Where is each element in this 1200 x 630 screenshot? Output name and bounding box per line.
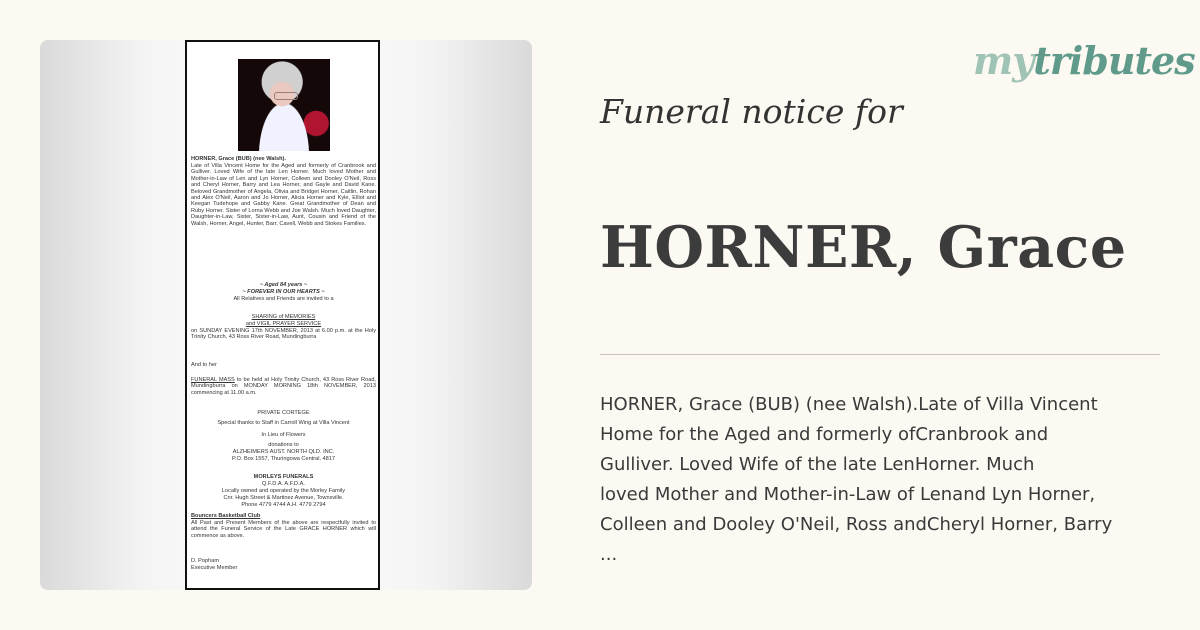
- notice-club: Bouncers Basketball Club: [191, 513, 261, 519]
- logo-my: my: [973, 38, 1034, 83]
- excerpt-line: HORNER, Grace (BUB) (nee Walsh).Late of Villa Vincent: [600, 394, 1098, 415]
- mytributes-logo[interactable]: [973, 38, 1195, 83]
- notice-signatory-role: Executive Member: [191, 565, 238, 571]
- notice-forever: ~ FOREVER IN OUR HEARTS ~: [242, 289, 325, 295]
- notice-club-body: All Past and Present Members of the above are respectfully invited to attend the Funeral Service of the Late GRACE HORNER which will commence as above.: [191, 520, 376, 539]
- notice-mass-label: FUNERAL MASS: [191, 377, 235, 383]
- notice-address: Cnr. Hugh Street & Martinez Avenue, Townsville.: [223, 495, 344, 501]
- notice-mass: [191, 377, 376, 396]
- notice-po-box: P.O. Box 1557, Thuringowa Central. 4817: [231, 456, 336, 462]
- notice-sharing-2: and VIGIL PRAYER SERVICE: [245, 321, 322, 327]
- excerpt-line: Home for the Aged and formerly ofCranbrook and: [600, 424, 1049, 445]
- notice-donations-to: donations to: [268, 442, 299, 448]
- notice-qfda: Q.F.D.A. A.F.D.A.: [262, 481, 305, 487]
- notice-signatory: D. Popham: [191, 558, 219, 564]
- notice-mass-details: to be held at Holy Trinity Church, 43 Ross River Road, Mundingburra on MONDAY MORNING 18th NOVEMBER, 2013 commencing at 11.00 a.m.: [191, 377, 376, 396]
- notice-invited: All Relatives and Friends are invited to a: [233, 296, 334, 302]
- page-subtitle: Funeral notice for: [600, 92, 903, 131]
- logo-tributes: tributes: [1033, 38, 1195, 83]
- notice-aged: ~ Aged 84 years ~: [259, 282, 308, 288]
- notice-thanks: Special thanks to Staff in Carroll Wing at Villa Vincent: [217, 420, 350, 426]
- excerpt-line: Gulliver. Loved Wife of the late LenHorner. Much: [600, 454, 1035, 475]
- divider: [600, 354, 1160, 355]
- notice-phone: Phone 4779 4744 A.H. 4779 2794: [241, 502, 326, 508]
- notice-morleys: MORLEYS FUNERALS: [253, 474, 314, 480]
- excerpt-ellipsis: ...: [600, 544, 618, 565]
- notice-cortege: PRIVATE CORTEGE: [257, 410, 310, 416]
- notice-title: HORNER, Grace (BUB) (nee Walsh).: [191, 156, 286, 162]
- notice-sharing-1: SHARING of MEMORIES: [251, 314, 316, 320]
- notice-alz: ALZHEIMERS AUST. NORTH QLD. INC.: [232, 449, 335, 455]
- notice-and-to-her: And to her: [191, 362, 217, 368]
- notice-locally: Locally owned and operated by the Morley Family: [221, 488, 346, 494]
- excerpt-line: Colleen and Dooley O'Neil, Ross andCheryl Horner, Barry: [600, 514, 1113, 535]
- excerpt-line: loved Mother and Mother-in-Law of Lenand Lyn Horner,: [600, 484, 1096, 505]
- deceased-name: HORNER, Grace: [600, 214, 1127, 281]
- notice-body: Late of Villa Vincent Home for the Aged and formerly of Cranbrook and Gulliver. Loved Wife of the late Len Horner. Much loved Mother and Mother-in-Law of Len and Lyn Horner, Colleen and Dooley O'Neil, Ross and Cheryl Horner, Barry and Lea Horner, and Gayle and David Kane. Beloved Grandmother of Angela, Olivia and Bridget Horner, Caitlin, Rohan and Alex O'Neil, Aaron and Jo Horner, Alicia Horner and Kyle, Elliot and Keegan Tudehope and Gabby Kane. Great Grandmother of Dean and Ruby Horner. Sister of Lorna Webb and Joe Walsh. Much loved Daughter, Daughter-in-Law, Sister, Sister-in-Law, Aunt, Cousin and Friend of the Walsh, Horner, Angel, Hunter, Barr, Cavell, Webb and Stokes Families.: [191, 163, 376, 227]
- portrait-photo: [238, 59, 330, 151]
- notice-excerpt: [600, 390, 1160, 570]
- newspaper-notice-image: [185, 40, 380, 590]
- notice-in-lieu: In Lieu of Flowers: [261, 432, 306, 438]
- notice-vigil-details: on SUNDAY EVENING 17th NOVEMBER, 2013 at 6.00 p.m. at the Holy Trinity Church, 43 Ross River Road, Mundingburra: [191, 328, 376, 341]
